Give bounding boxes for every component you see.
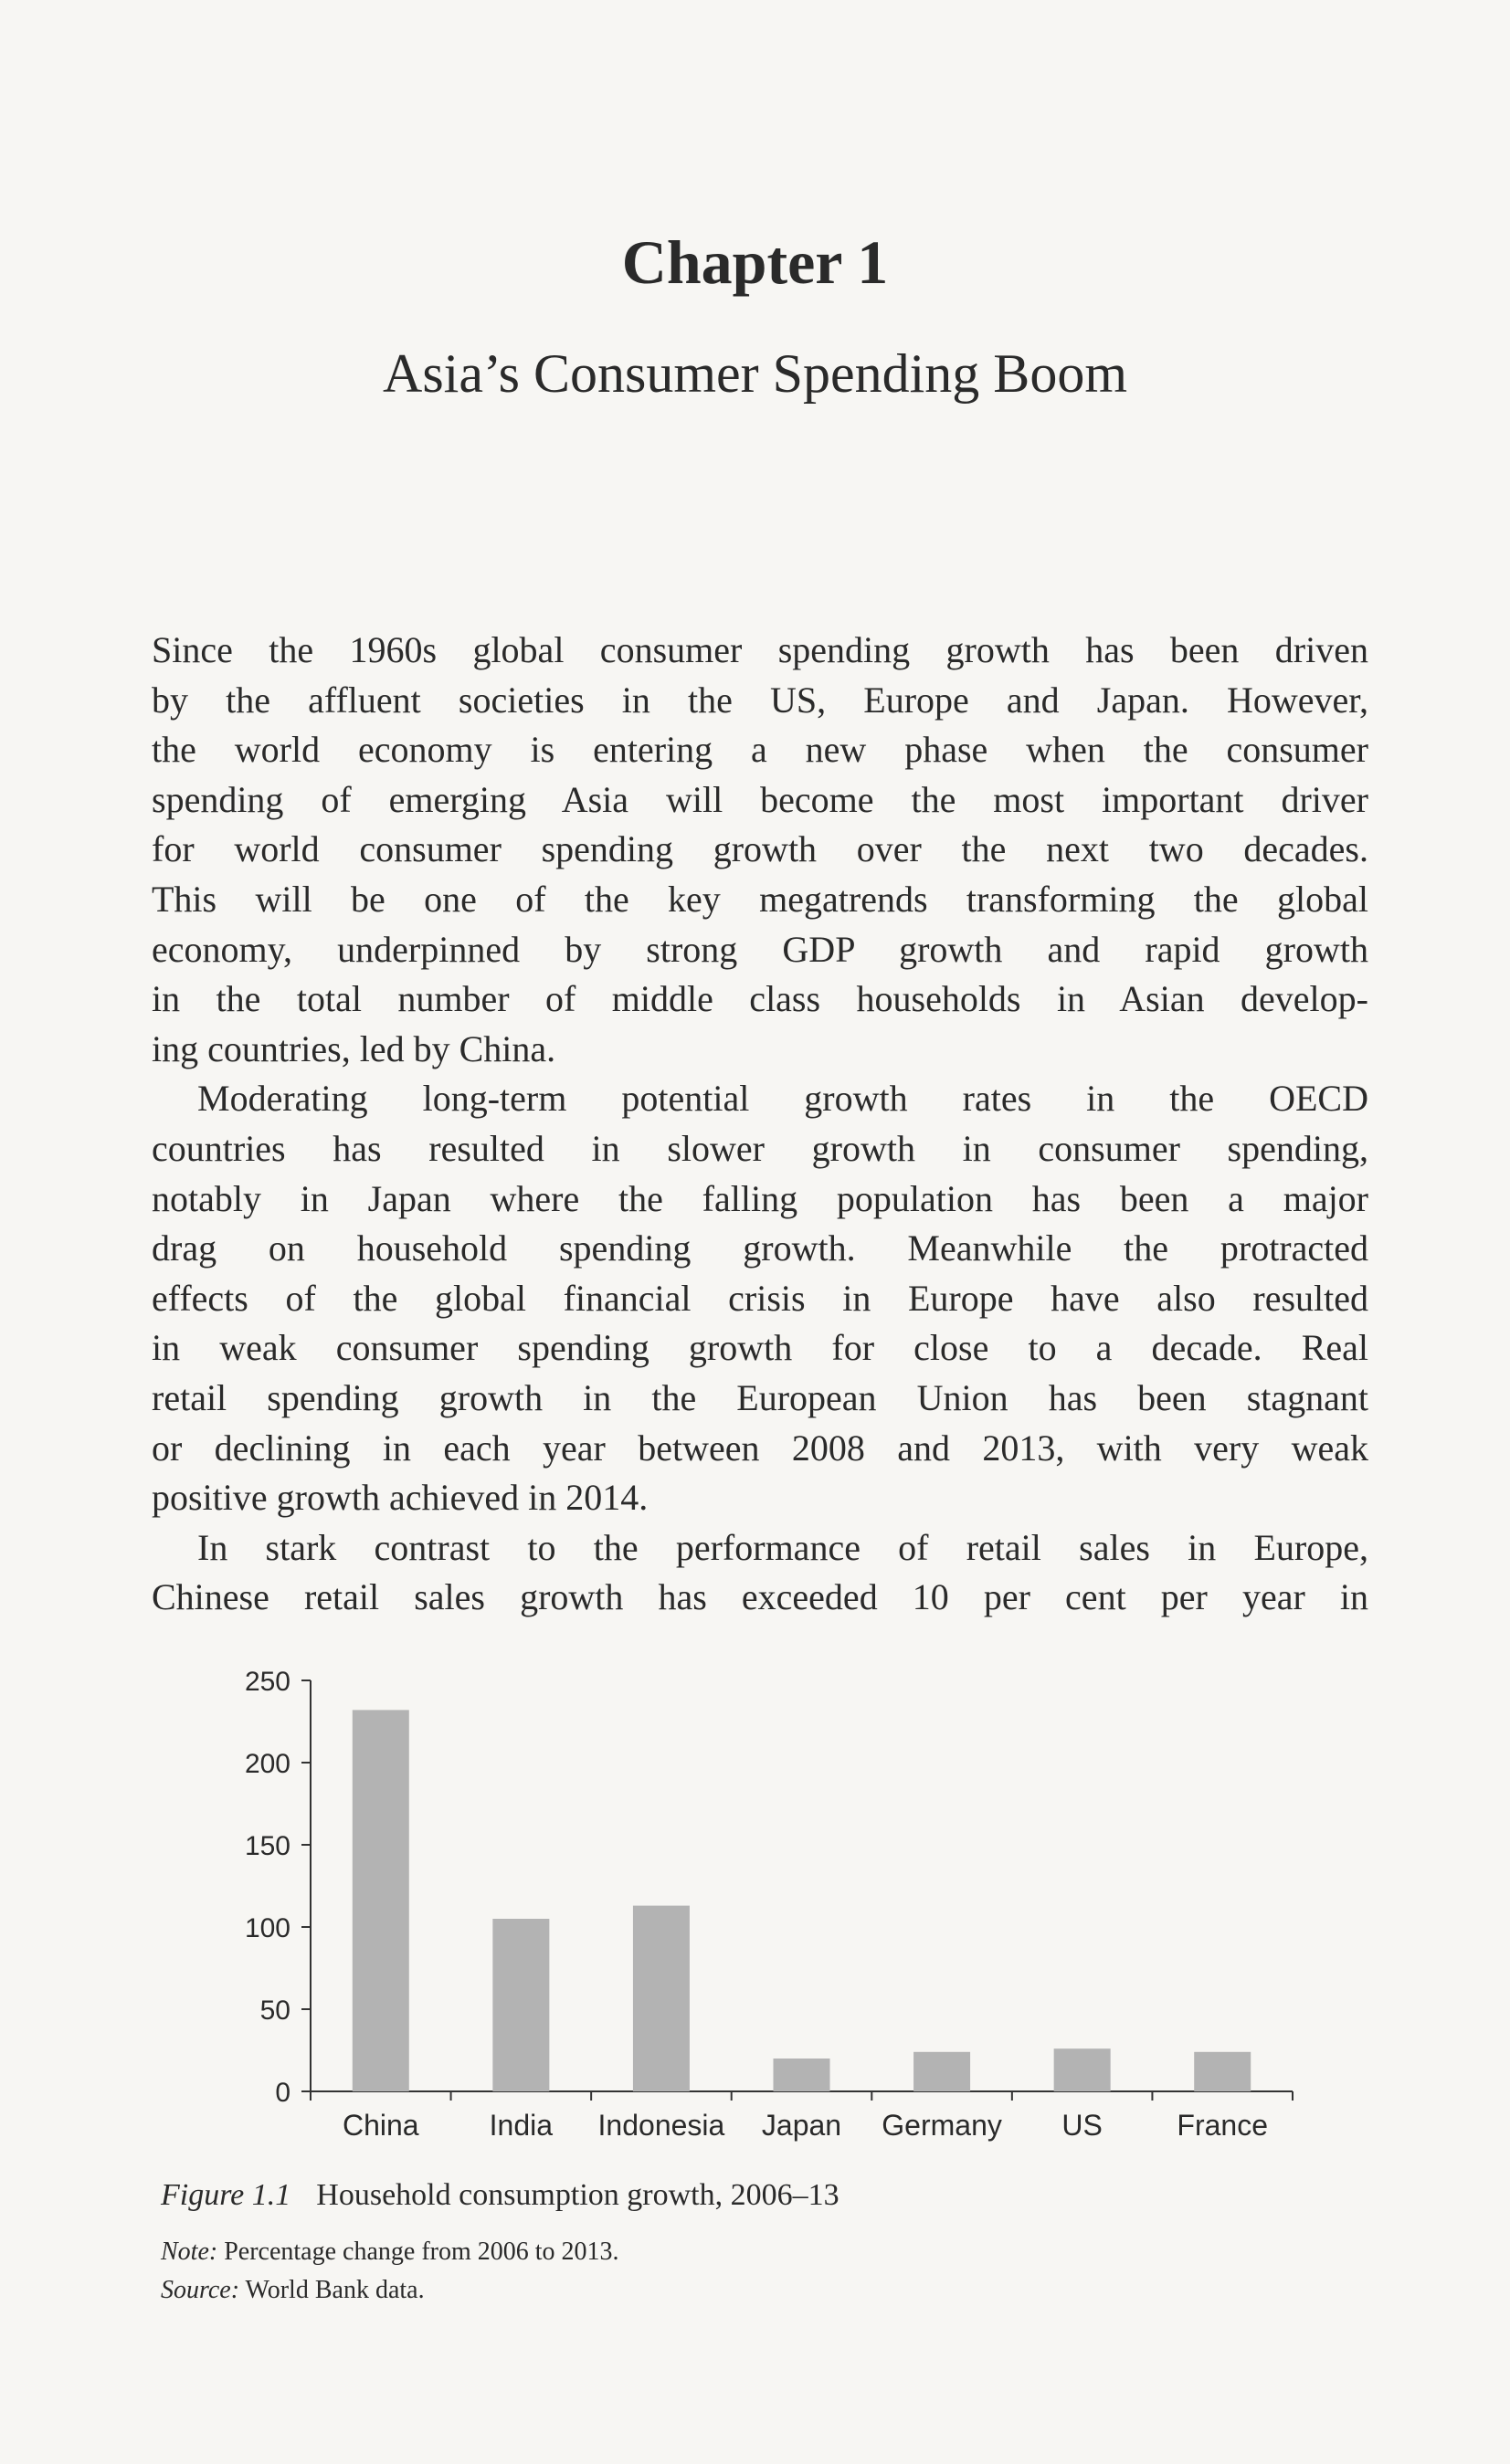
paragraph-line: spending of emerging Asia will become the most important driver — [152, 778, 1368, 820]
paragraph-line: the world economy is entering a new phase when the consumer — [152, 729, 1368, 771]
paragraph-line: retail spending growth in the European Union has been stagnant — [152, 1376, 1368, 1418]
paragraph-line: This will be one of the key megatrends transforming the global — [152, 878, 1368, 920]
paragraph-line: ing countries, led by China. — [152, 1027, 556, 1069]
body-text — [152, 626, 1368, 1623]
x-tick-label: China — [342, 2109, 419, 2142]
y-tick-label: 0 — [275, 2078, 290, 2108]
paragraph-line: in the total number of middle class households in Asian develop- — [152, 978, 1368, 1020]
y-tick-label: 250 — [244, 1667, 290, 1697]
bar-japan — [774, 2059, 830, 2091]
household-consumption-bar-chart — [210, 1658, 1306, 2169]
source-label: Source: — [161, 2276, 240, 2304]
bar-germany — [913, 2052, 970, 2091]
figure-caption — [161, 2178, 839, 2213]
paragraph-line: economy, underpinned by strong GDP growth and rapid growth — [152, 928, 1368, 970]
x-tick-label: Germany — [882, 2109, 1002, 2142]
source-text: World Bank data. — [245, 2276, 425, 2304]
paragraph-line: drag on household spending growth. Meanwhile the protracted — [152, 1227, 1368, 1269]
paragraph-line: for world consumer spending growth over the next two decades. — [152, 828, 1368, 870]
paragraph-line: effects of the global financial crisis in Europe have also resulted — [152, 1277, 1368, 1319]
note-label: Note: — [161, 2238, 218, 2266]
paragraph-line: countries has resulted in slower growth in consumer spending, — [152, 1127, 1368, 1169]
figure-caption-text: Household consumption growth, 2006–13 — [316, 2178, 839, 2212]
bar-france — [1194, 2052, 1251, 2091]
x-tick-label: Japan — [761, 2109, 842, 2142]
y-tick-label: 150 — [244, 1831, 290, 1861]
y-tick-label: 100 — [244, 1913, 290, 1943]
paragraph-line: positive growth achieved in 2014. — [152, 1477, 649, 1519]
paragraph-line: notably in Japan where the falling population has been a major — [152, 1177, 1368, 1219]
y-tick-label: 50 — [259, 1995, 290, 2026]
y-tick-label: 200 — [244, 1749, 290, 1779]
figure-label: Figure 1.1 — [161, 2178, 291, 2212]
paragraph-line: Moderating long-term potential growth rates in the OECD — [197, 1078, 1368, 1120]
x-tick-label: France — [1177, 2109, 1269, 2142]
bar-china — [353, 1710, 409, 2091]
x-tick-label: US — [1061, 2109, 1103, 2142]
paragraph-line: Chinese retail sales growth has exceeded 10 per cent per year in — [152, 1576, 1368, 1618]
paragraph-line: In stark contrast to the performance of retail sales in Europe, — [197, 1526, 1368, 1568]
paragraph-line: Since the 1960s global consumer spending growth has been driven — [152, 629, 1368, 670]
note-text: Percentage change from 2006 to 2013. — [224, 2238, 619, 2266]
x-tick-label: Indonesia — [597, 2109, 725, 2142]
figure-source — [161, 2276, 425, 2305]
chapter-number: Chapter 1 — [621, 227, 889, 297]
chapter-title: Asia’s Consumer Spending Boom — [382, 343, 1127, 404]
paragraph-line: by the affluent societies in the US, Europe and Japan. However, — [152, 679, 1368, 721]
paragraph-line: in weak consumer spending growth for close to a decade. Real — [152, 1327, 1368, 1369]
bar-indonesia — [633, 1906, 690, 2091]
paragraph-line: or declining in each year between 2008 and 2013, with very weak — [152, 1427, 1368, 1469]
bar-us — [1054, 2048, 1111, 2091]
bar-india — [492, 1919, 549, 2091]
figure-note — [161, 2238, 619, 2267]
x-tick-label: India — [489, 2109, 554, 2142]
